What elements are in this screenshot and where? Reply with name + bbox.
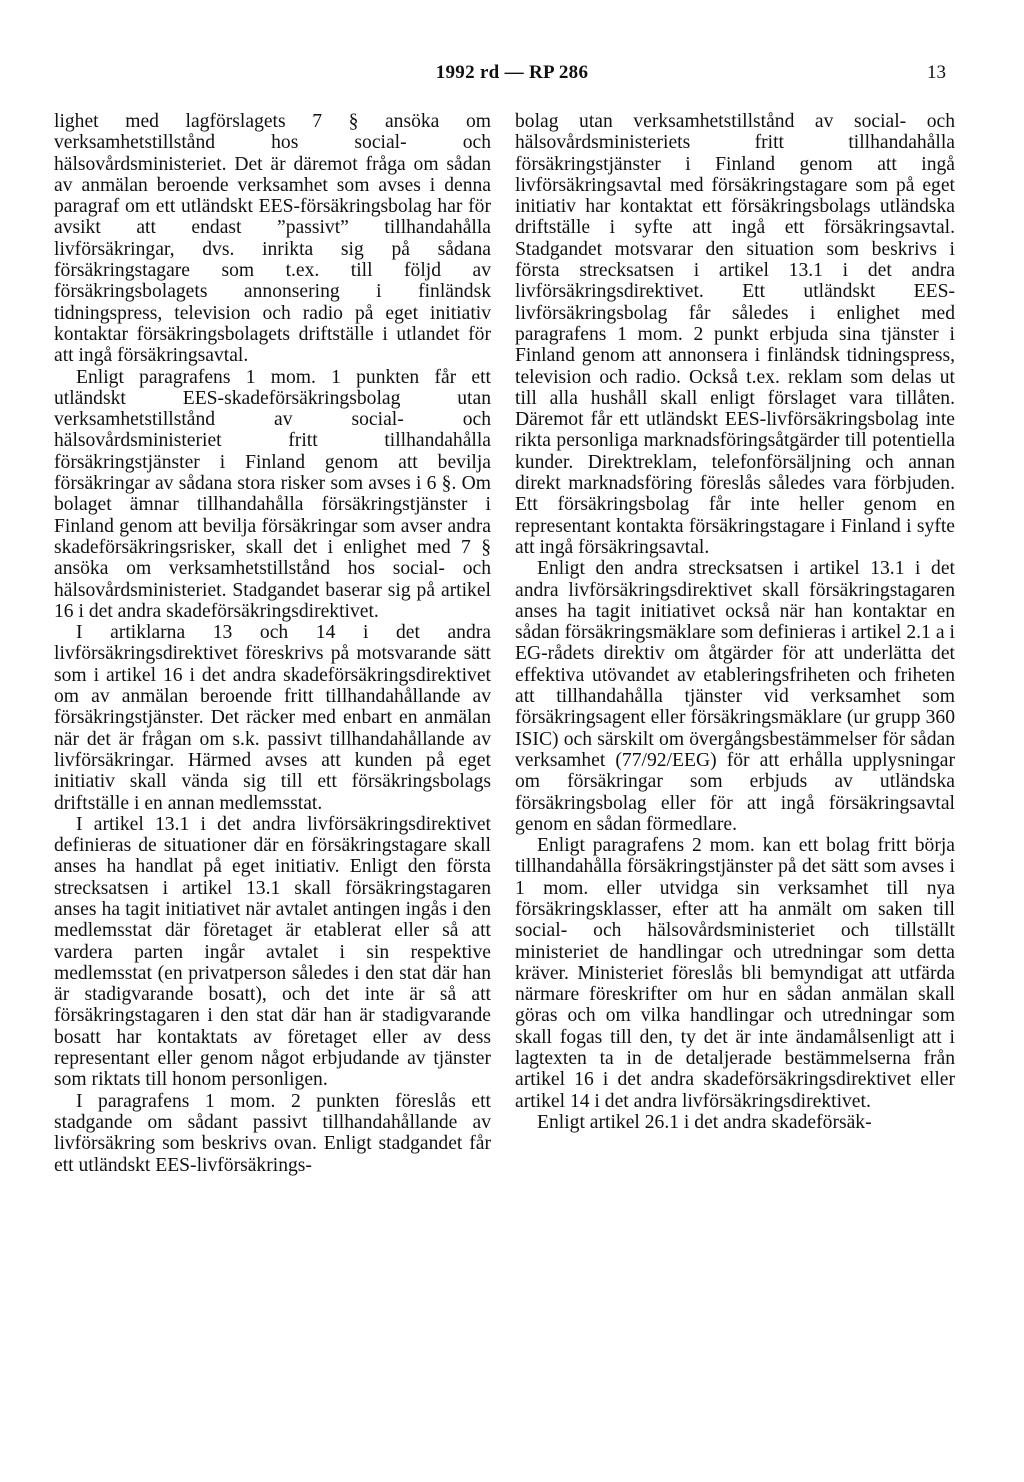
paragraph: I artiklarna 13 och 14 i det andra livförsäkringsdirektivet föreskrivs på motsvarande sätt som i artikel 16 i det andra skadeförsäkringsdirektivet om av anmälan beroende fritt tillhandahållande av försäkringstjänster. Det räcker med enbart en anmälan när det är frågan om s.k. passivt tillhandahållande av livförsäkringar. Härmed avses att kunden på eget initiativ skall vända sig till ett försäkringsbolags driftställe i en annan medlemsstat. — [54, 622, 491, 814]
paragraph: I paragrafens 1 mom. 2 punkten föreslås ett stadgande om sådant passivt tillhandahållande av livförsäkring som beskrivs ovan. Enligt stadgandet får ett utländskt EES-livförsäkrings- — [54, 1090, 491, 1176]
document-title: 1992 rd — RP 286 — [435, 62, 589, 83]
paragraph: bolag utan verksamhetstillstånd av social- och hälsovårdsministeriets fritt tillhandahålla försäkringstjänster i Finland genom att ingå livförsäkringsavtal med försäkringstagare som på eget initiativ har kontaktat ett försäkringsbolags utländska driftställe i syfte att ingå ett försäkringsavtal. Stadgandet motsvarar den situation som beskrivs i första strecksatsen i artikel 13.1 i det andra livförsäkringsdirektivet. Ett utländskt EES-livförsäkringsbolag får således i enlighet med paragrafens 1 mom. 2 punkt erbjuda sina tjänster i Finland genom att annonsera i finländsk tidningspress, television och radio. Också t.ex. reklam som delas ut till alla hushåll skall enligt förslaget vara tillåten. Däremot får ett utländskt EES-livförsäkringsbolag inte rikta personliga marknadsföringsåtgärder till potentiella kunder. Direktreklam, telefonförsäljning och annan direkt marknadsföring föreslås således vara förbjuden. Ett försäkringsbolag får inte heller genom en representant kontakta försäkringstagare i Finland i syfte att ingå försäkringsavtal. — [515, 111, 955, 558]
page-header — [0, 62, 1024, 92]
paragraph: Enligt paragrafens 1 mom. 1 punkten får ett utländskt EES-skadeförsäkringsbolag utan verksamhetstillstånd av social- och hälsovårdsministeriet fritt tillhandahålla försäkringstjänster i Finland genom att bevilja försäkringar av sådana stora risker som avses i 6 §. Om bolaget ämnar tillhandahålla försäkringstjänster i Finland genom att bevilja försäkringar som avser andra skadeförsäkringsrisker, skall det i enlighet med 7 § ansöka om verksamhetstillstånd hos social- och hälsovårdsministeriet. Stadgandet baserar sig på artikel 16 i det andra skadeförsäkringsdirektivet. — [54, 366, 491, 622]
right-column — [515, 111, 955, 1133]
paragraph: Enligt den andra strecksatsen i artikel 13.1 i det andra livförsäkringsdirektivet skall försäkringstagaren anses ha tagit initiativet också när han kontaktar en sådan försäkringsmäklare som definieras i artikel 2.1 a i EG-rådets direktiv om åtgärder för att underlätta det effektiva utövandet av etableringsfriheten och friheten att tillhandahålla tjänster vid verksamhet som försäkringsagent eller försäkringsmäklare (ur grupp 360 ISIC) och särskilt om övergångsbestämmelser för sådan verksamhet (77/92/EEG) för att erhålla upplysningar om försäkringar som erbjuds av utländska försäkringsbolag eller för att ingå försäkringsavtal genom en sådan förmedlare. — [515, 558, 955, 835]
left-column — [54, 111, 491, 1176]
paragraph: I artikel 13.1 i det andra livförsäkringsdirektivet definieras de situationer där en försäkringstagare skall anses ha handlat på eget initiativ. Enligt den första strecksatsen i artikel 13.1 skall försäkringstagaren anses ha tagit initiativet när avtalet antingen ingås i den medlemsstat där företaget är etablerat eller så att vardera parten ingår avtalet i sin respektive medlemsstat (en privatperson således i den stat där han är stadigvarande bosatt), och det inte är så att försäkringstagaren i den stat där han är stadigvarande bosatt har kontaktats av företaget eller av dess representant eller genom något erbjudande av tjänster som riktats till honom personligen. — [54, 813, 491, 1091]
paragraph: Enligt artikel 26.1 i det andra skadeförsäk- — [537, 1111, 872, 1133]
paragraph: Enligt paragrafens 2 mom. kan ett bolag fritt börja tillhandahålla försäkringstjänster på det sätt som avses i 1 mom. eller utvidga sin verksamhet till nya försäkringsklasser, efter att ha anmält om saken till social- och hälsovårdsministeriet och tillställt ministeriet de handlingar och utredningar som detta kräver. Ministeriet föreslås bli bemyndigat att utfärda närmare föreskrifter om hur en sådan anmälan skall göras och om vilka handlingar och utredningar som skall fogas till den, ty det är inte ändamålsenligt att i lagtexten ta in de detaljerade bestämmelserna från artikel 16 i det andra skadeförsäkringsdirektivet eller artikel 14 i det andra livförsäkringsdirektivet. — [515, 835, 955, 1112]
paragraph: lighet med lagförslagets 7 § ansöka om verksamhetstillstånd hos social- och hälsovårdsministeriet. Det är däremot fråga om sådan av anmälan beroende verksamhet som avses i denna paragraf om ett utländskt EES-försäkringsbolag har för avsikt att endast ”passivt” tillhandahålla livförsäkringar, dvs. inrikta sig på sådana försäkringstagare som t.ex. till följd av försäkringsbolagets annonsering i finländsk tidningspress, television och radio på eget initiativ kontaktar försäkringsbolagets driftställe i utlandet för att ingå försäkringsavtal. — [54, 111, 491, 367]
page-number: 13 — [927, 62, 946, 83]
